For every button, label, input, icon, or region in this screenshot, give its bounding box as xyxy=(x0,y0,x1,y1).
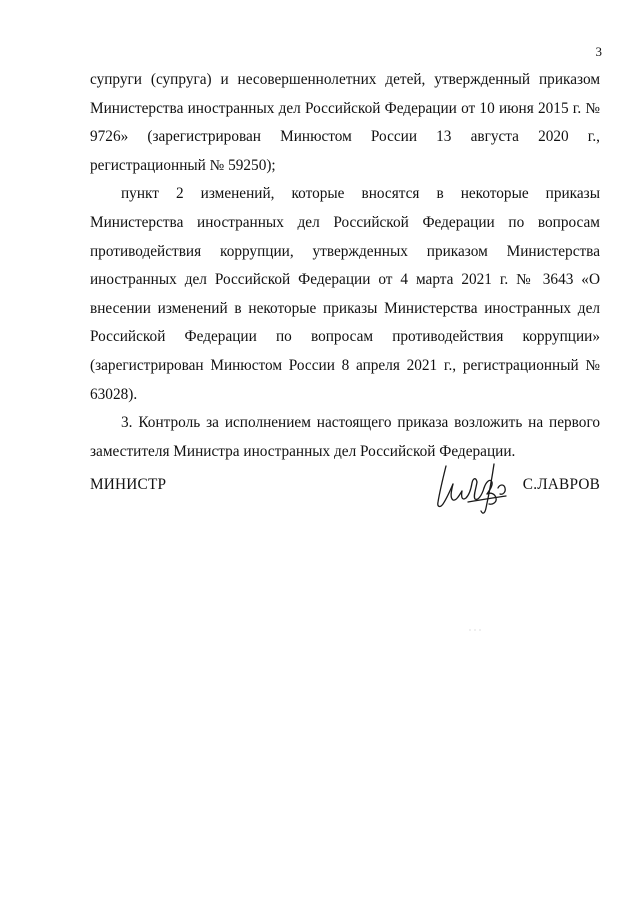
signer-position: МИНИСТР xyxy=(90,476,167,493)
paragraph-continuation: супруги (супруга) и несовершеннолетних детей, утвержденный приказом Министерства иностранных дел Российской Федерации от 10 июня 2015 г. № 9726» (зарегистрирован Минюстом России 13 августа 2020 г., регистрационный № 59250); xyxy=(90,71,600,174)
signature-block xyxy=(90,458,600,518)
paragraph-clause-3: 3. Контроль за исполнением настоящего приказа возложить на первого заместителя Министра иностранных дел Российской Федерации. xyxy=(90,414,600,460)
document-body xyxy=(90,66,600,466)
paragraph-item-2: пункт 2 изменений, которые вносятся в некоторые приказы Министерства иностранных дел Российской Федерации по вопросам противодействия коррупции, утвержденных приказом Министерства иностранных дел Российской Федерации от 4 марта 2021 г. № 3643 «О внесении изменений в некоторые приказы Министерства иностранных дел Российской Федерации по вопросам противодействия коррупции» (зарегистрирован Минюстом России 8 апреля 2021 г., регистрационный № 63028). xyxy=(90,185,600,403)
handwritten-signature-icon xyxy=(432,458,518,518)
scan-artifact-dots xyxy=(468,628,488,632)
signer-name: С.ЛАВРОВ xyxy=(522,476,600,493)
page-number: 3 xyxy=(595,44,602,59)
